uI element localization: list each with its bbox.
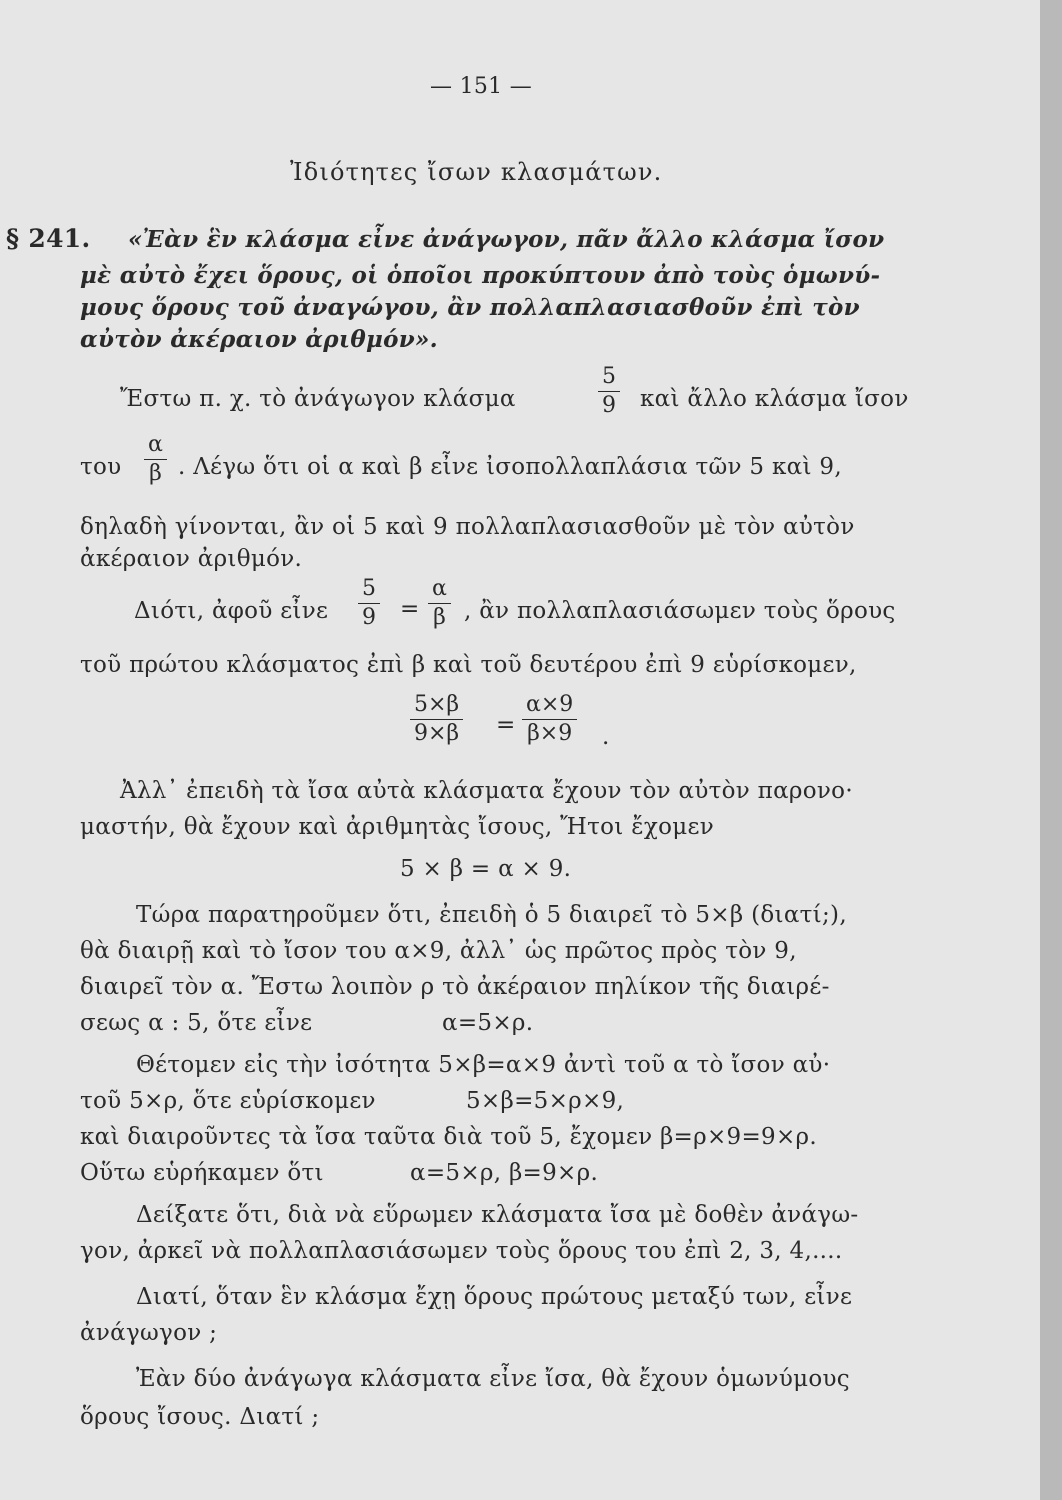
fraction-alpha9-beta9 xyxy=(522,694,577,745)
formula: α=5×ρ. xyxy=(442,1010,534,1036)
denominator: β xyxy=(149,461,162,486)
equals-sign: = xyxy=(400,596,420,622)
numerator: 5×β xyxy=(410,694,463,720)
page-number: — 151 — xyxy=(430,74,533,99)
denominator: β xyxy=(433,605,446,630)
fraction-alpha-beta xyxy=(428,578,451,629)
denominator: 9×β xyxy=(414,721,460,746)
body-text: Οὕτω εὑρήκαμεν ὅτι xyxy=(80,1160,324,1186)
page-heading: Ἰδιότητες ἴσων κλασμάτων. xyxy=(290,158,663,186)
formula: 5×β=5×ρ×9, xyxy=(466,1088,625,1114)
denominator: β×9 xyxy=(527,721,573,746)
numerator: 5 xyxy=(598,366,620,392)
equals-sign: = xyxy=(496,712,516,738)
numerator: α×9 xyxy=(522,694,577,720)
page-edge xyxy=(1040,0,1062,1500)
example-text: του xyxy=(80,454,122,480)
exercise-text: γον, ἀρκεῖ νὰ πολλαπλασιάσωμεν τοὺς ὅρους του ἐπὶ 2, 3, 4,.... xyxy=(80,1238,843,1264)
numerator: 5 xyxy=(358,578,380,604)
body-text: διαιρεῖ τὸν α. Ἔστω λοιπὸν ρ τὸ ἀκέραιον πηλίκον τῆς διαιρέ- xyxy=(80,974,830,1000)
body-text: θὰ διαιρῇ καὶ τὸ ἴσον του α×9, ἀλλ᾽ ὡς πρῶτος πρὸς τὸν 9, xyxy=(80,938,797,964)
formula: 5 × β = α × 9. xyxy=(400,856,572,882)
body-text: σεως α : 5, ὅτε εἶνε xyxy=(80,1010,313,1036)
example-text: ἀκέραιον ἀριθμόν. xyxy=(80,546,303,572)
fraction-5-9 xyxy=(358,578,380,629)
theorem-line: αὐτὸν ἀκέραιον ἀριθμόν». xyxy=(80,326,438,353)
numerator: α xyxy=(428,578,451,604)
exercise-text: Ἐὰν δύο ἀνάγωγα κλάσματα εἶνε ἴσα, θὰ ἔχουν ὁμωνύμους xyxy=(136,1366,850,1392)
proof-text: Ἀλλ᾽ ἐπειδὴ τὰ ἴσα αὐτὰ κλάσματα ἔχουν τὸν αὐτὸν παρονο· xyxy=(120,778,853,804)
denominator: 9 xyxy=(362,605,376,630)
denominator: 9 xyxy=(602,393,616,418)
numerator: α xyxy=(144,434,167,460)
body-text: Θέτομεν εἰς τὴν ἰσότητα 5×β=α×9 ἀντὶ τοῦ α τὸ ἴσον αὐ· xyxy=(136,1052,831,1078)
example-text: καὶ ἄλλο κλάσμα ἴσον xyxy=(640,386,909,412)
fraction-5-9 xyxy=(598,366,620,417)
body-text: καὶ διαιροῦντες τὰ ἴσα ταῦτα διὰ τοῦ 5, ἔχομεν β=ρ×9=9×ρ. xyxy=(80,1124,817,1150)
proof-text: , ἂν πολλαπλασιάσωμεν τοὺς ὅρους xyxy=(464,598,896,624)
theorem-line: μους ὅρους τοῦ ἀναγώγου, ἂν πολλαπλασιασθοῦν ἐπὶ τὸν xyxy=(80,294,860,321)
theorem-line: μὲ αὐτὸ ἔχει ὅρους, οἱ ὁποῖοι προκύπτουν ἀπὸ τοὺς ὁμωνύ- xyxy=(80,262,881,289)
example-text: δηλαδὴ γίνονται, ἂν οἱ 5 καὶ 9 πολλαπλασιασθοῦν μὲ τὸν αὐτὸν xyxy=(80,514,855,540)
exercise-text: ἀνάγωγον ; xyxy=(80,1320,218,1346)
proof-text: Διότι, ἀφοῦ εἶνε xyxy=(134,598,329,624)
example-text: Ἔστω π. χ. τὸ ἀνάγωγον κλάσμα xyxy=(120,386,516,412)
body-text: τοῦ 5×ρ, ὅτε εὑρίσκομεν xyxy=(80,1088,376,1114)
fraction-5beta-9beta xyxy=(410,694,463,745)
exercise-text: ὅρους ἴσους. Διατί ; xyxy=(80,1404,320,1430)
period: . xyxy=(602,724,610,750)
theorem-line: «Ἐὰν ἓν κλάσμα εἶνε ἀνάγωγον, πᾶν ἄλλο κλάσμα ἴσον xyxy=(128,226,885,253)
proof-text: τοῦ πρώτου κλάσματος ἐπὶ β καὶ τοῦ δευτέρου ἐπὶ 9 εὑρίσκομεν, xyxy=(80,652,857,678)
exercise-text: Διατί, ὅταν ἓν κλάσμα ἔχῃ ὅρους πρώτους μεταξύ των, εἶνε xyxy=(136,1284,853,1310)
proof-text: μαστήν, θὰ ἔχουν καὶ ἀριθμητὰς ἴσους, Ἤτοι ἔχομεν xyxy=(80,814,714,840)
exercise-text: Δείξατε ὅτι, διὰ νὰ εὕρωμεν κλάσματα ἴσα μὲ δοθὲν ἀνάγω- xyxy=(136,1202,859,1228)
body-text: Τώρα παρατηροῦμεν ὅτι, ἐπειδὴ ὁ 5 διαιρεῖ τὸ 5×β (διατί;), xyxy=(136,902,847,928)
fraction-alpha-beta xyxy=(144,434,167,485)
formula: α=5×ρ, β=9×ρ. xyxy=(410,1160,599,1186)
example-text: . Λέγω ὅτι οἱ α καὶ β εἶνε ἰσοπολλαπλάσια τῶν 5 καὶ 9, xyxy=(178,454,842,480)
section-number: § 241. xyxy=(6,224,91,253)
